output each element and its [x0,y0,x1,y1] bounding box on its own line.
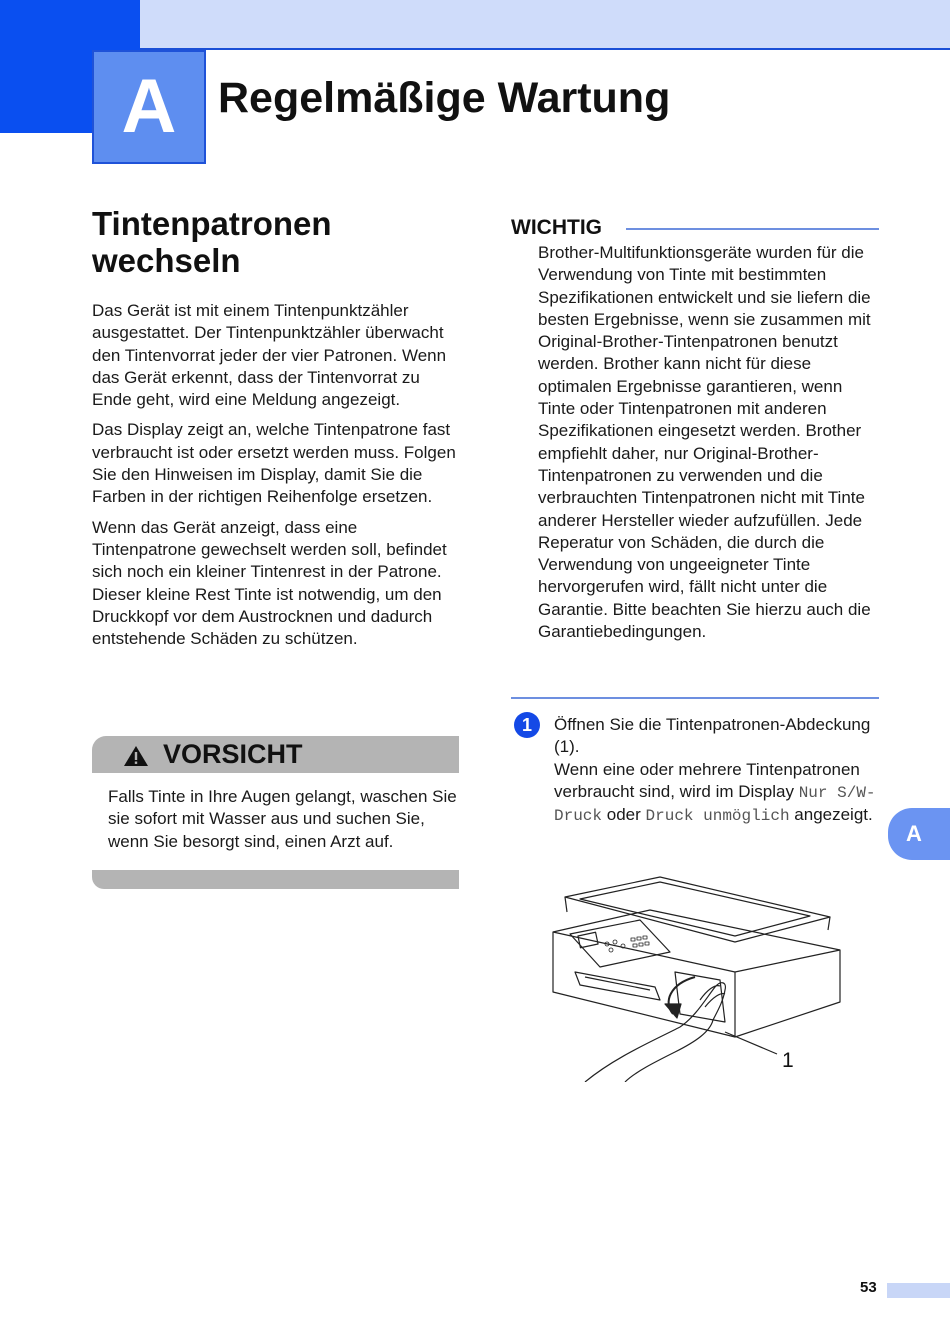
important-label: WICHTIG [511,216,602,239]
chapter-side-tab: A [888,808,950,860]
chapter-letter-box: A [92,50,206,164]
chapter-title: Regelmäßige Wartung [218,74,671,122]
step-joiner: oder [606,805,641,825]
step-text [554,714,884,827]
warning-icon [123,745,149,767]
caution-text: Falls Tinte in Ihre Augen gelangt, waschen Sie sie sofort mit Wasser aus und suchen Sie, wenn Sie besorgt sind, einen Arzt auf. [108,787,457,851]
figure-callout-label: 1 [782,1049,794,1072]
header-band [0,0,950,48]
display-message: Druck unmöglich [645,807,790,826]
page-number-bar [887,1283,950,1298]
printer-illustration [545,872,845,1082]
paragraph: Wenn das Gerät anzeigt, dass eine Tintenpatrone gewechselt werden soll, befindet sich noch ein kleiner Tintenrest in der Patrone. Dieser kleine Rest Tinte ist notwendig, um den Druckkopf vor dem Austrocknen und dadurch entstehende Schäden zu schützen. [92,517,447,649]
important-text: Brother-Multifunktionsgeräte wurden für die Verwendung von Tinte mit bestimmten Spezifikationen entwickelt und sie liefern die besten Ergebnisse, wenn sie zusammen mit Original-Brother-Tintenpatronen benutzt werden. Brother kann nicht für diese optimalen Ergebnisse garantieren, wenn Tinte oder Tintenpatronen mit anderen Spezifikationen eingesetzt werden. Brother empfiehlt daher, nur Original-Brother-Tintenpatronen zu verwenden und die verbrauchten Tintenpatronen nicht mit Tinte anderer Hersteller wieder aufzufüllen. Jede Reperatur von Schäden, die durch die Verwendung von ungeeigneter Tinte hervorgerufen wird, fällt nicht unter die Garantie. Bitte beachten Sie hierzu auch die Garantiebedingungen. [538,243,871,642]
intro-text [92,300,462,658]
step-instruction: Öffnen Sie die Tintenpatronen-Abdeckung (1). [554,715,871,757]
display-message: Nur S/W-Druck [554,783,876,826]
step-note: Wenn eine oder mehrere Tintenpatronen verbraucht sind, wird im Display [554,759,860,801]
step-note-end: angezeigt. [794,805,873,825]
page-number: 53 [860,1279,877,1296]
important-rule-top [626,228,879,230]
caution-label: VORSICHT [163,739,303,769]
step-number-badge: 1 [514,712,540,738]
paragraph: Das Display zeigt an, welche Tintenpatrone fast verbraucht ist oder ersetzt werden muss. Folgen Sie den Hinweisen im Display, damit Sie die Farben in der richtigen Reihenfolge ersetzen. [92,420,456,507]
caution-header [92,736,459,773]
paragraph: Das Gerät ist mit einem Tintenpunktzähler ausgestattet. Der Tintenpunktzähler überwacht den Tintenvorrat jeder der vier Patronen. Wenn das Gerät erkennt, dass der Tintenvorrat zu Ende geht, wird eine Meldung angezeigt. [92,301,447,410]
caution-footer [92,870,459,889]
important-rule-bottom [511,697,879,699]
section-title: Tintenpatronen wechseln [92,205,332,279]
header-rule [140,48,950,50]
